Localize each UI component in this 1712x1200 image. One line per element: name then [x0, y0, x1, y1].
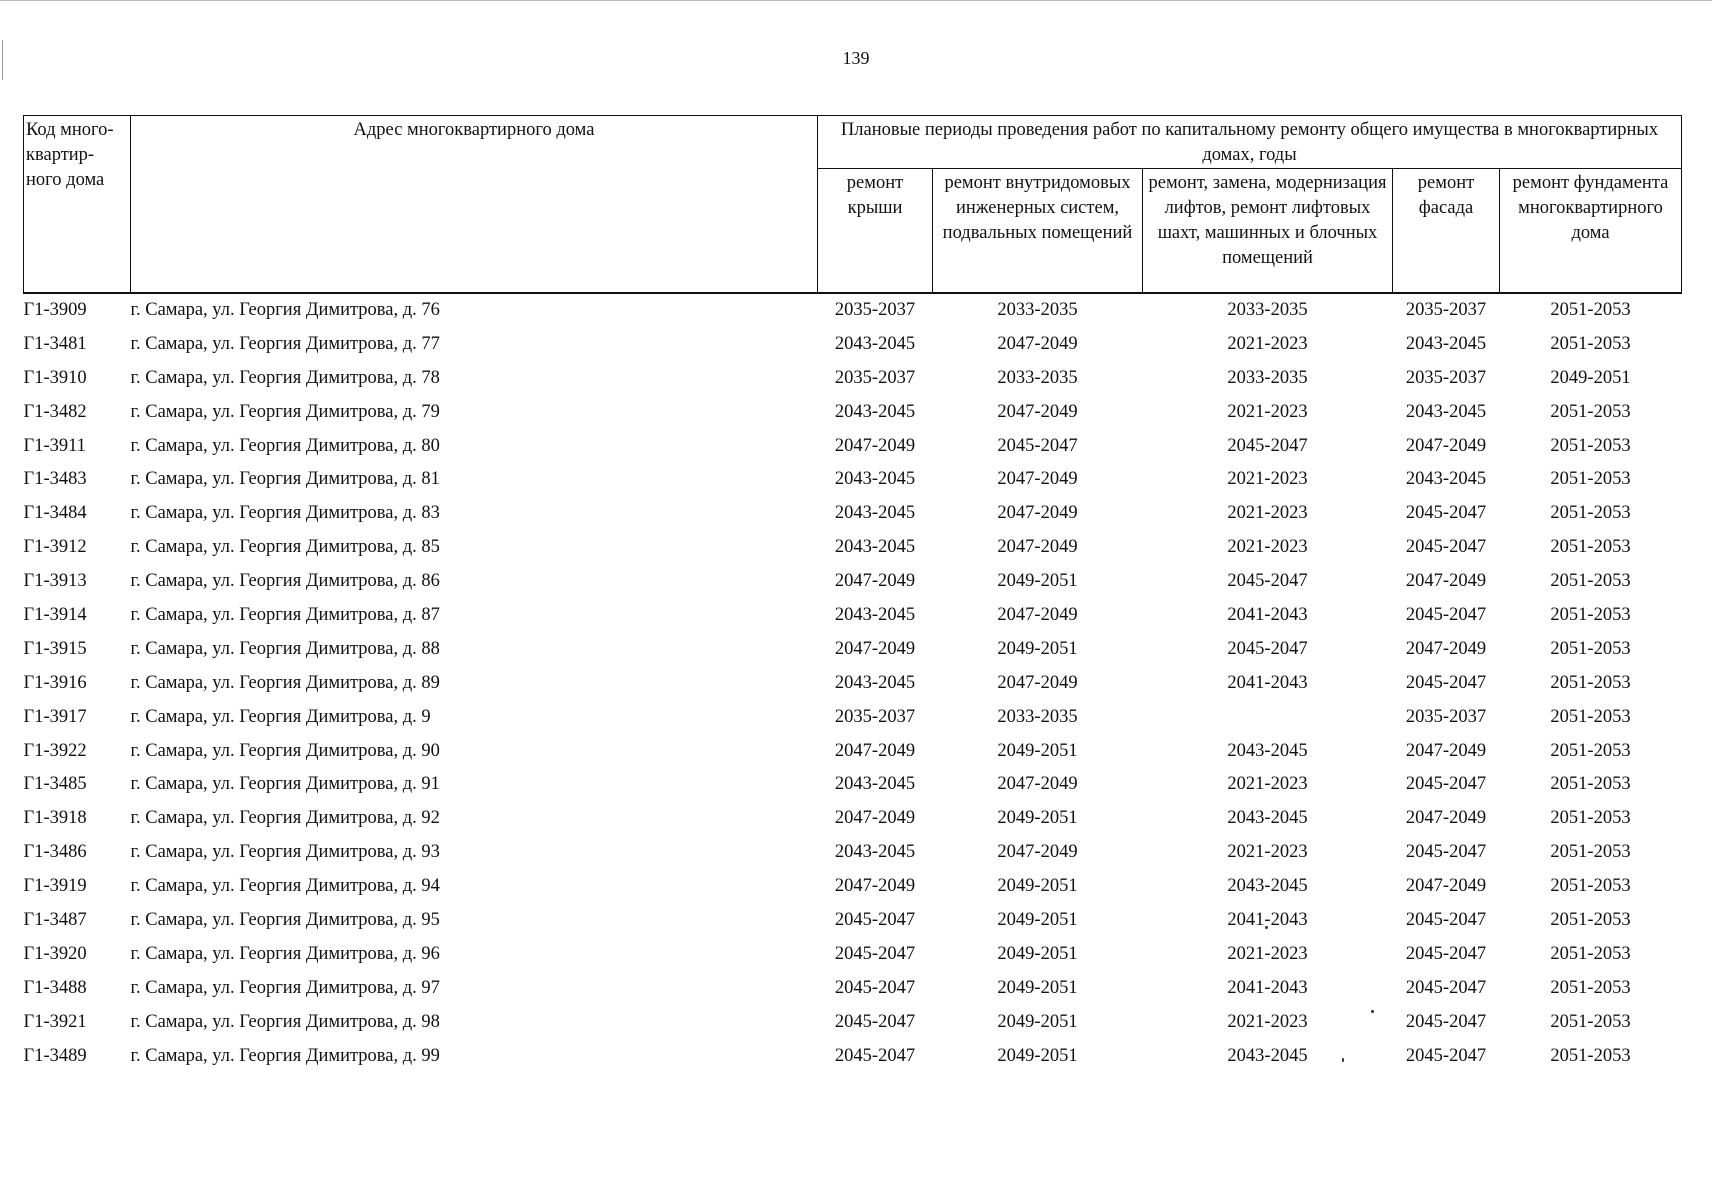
facade-period-cell: 2045-2047: [1405, 1045, 1487, 1066]
table-row: [24, 768, 1682, 802]
systems-period-cell: 2049-2051: [997, 740, 1078, 761]
systems-period-cell: 2049-2051: [997, 1045, 1078, 1066]
lifts-period-cell: 2021-2023: [1227, 774, 1308, 795]
address-cell: г. Самара, ул. Георгия Димитрова, д. 93: [130, 842, 440, 863]
facade-period-cell: 2047-2049: [1405, 740, 1487, 761]
table-row: [24, 1039, 1682, 1073]
address-cell: г. Самара, ул. Георгия Димитрова, д. 96: [130, 943, 440, 964]
roof-period-cell: 2045-2047: [834, 1045, 916, 1066]
house-code-cell: Г1-3922: [23, 740, 87, 761]
table-header: [24, 116, 1682, 293]
facade-period-cell: 2045-2047: [1405, 977, 1487, 998]
roof-period-cell: 2047-2049: [834, 571, 916, 592]
roof-period-cell: 2043-2045: [834, 333, 916, 354]
table-row: [24, 937, 1682, 971]
foundation-period-cell: 2051-2053: [1550, 909, 1631, 930]
roof-period-cell: 2043-2045: [834, 401, 916, 422]
header-lifts: ремонт, замена, модернизация лифтов, ремонт лифтовых шахт, машинных и блочных помещений: [1143, 169, 1393, 293]
systems-period-cell: 2033-2035: [997, 299, 1078, 320]
foundation-period-cell: 2051-2053: [1550, 571, 1631, 592]
house-code-cell: Г1-3915: [23, 638, 87, 659]
lifts-period-cell: 2041-2043: [1227, 672, 1308, 693]
table-row: [24, 497, 1682, 531]
roof-period-cell: 2047-2049: [834, 876, 916, 897]
facade-period-cell: 2047-2049: [1405, 435, 1487, 456]
foundation-period-cell: 2051-2053: [1550, 638, 1631, 659]
lifts-period-cell: 2021-2023: [1227, 537, 1308, 558]
capital-repair-schedule-table: [23, 115, 1682, 1073]
roof-period-cell: 2047-2049: [834, 435, 916, 456]
lifts-period-cell: 2021-2023: [1227, 1011, 1308, 1032]
roof-period-cell: 2043-2045: [834, 842, 916, 863]
header-foundation: ремонт фундамента многоквартирного дома: [1500, 169, 1682, 293]
systems-period-cell: 2047-2049: [997, 333, 1078, 354]
systems-period-cell: 2047-2049: [997, 774, 1078, 795]
house-code-cell: Г1-3482: [23, 401, 87, 422]
house-code-cell: Г1-3485: [23, 774, 87, 795]
roof-period-cell: 2043-2045: [834, 774, 916, 795]
table-row: [24, 632, 1682, 666]
house-code-cell: Г1-3920: [23, 943, 87, 964]
roof-period-cell: 2047-2049: [834, 638, 916, 659]
table-row: [24, 971, 1682, 1005]
house-code-cell: Г1-3914: [23, 604, 87, 625]
foundation-period-cell: 2051-2053: [1550, 672, 1631, 693]
table-row: [24, 666, 1682, 700]
roof-period-cell: 2043-2045: [834, 537, 916, 558]
facade-period-cell: 2045-2047: [1405, 1011, 1487, 1032]
facade-period-cell: 2045-2047: [1405, 842, 1487, 863]
table-row: [24, 1005, 1682, 1039]
header-periods-group: Плановые периоды проведения работ по капитальному ремонту общего имущества в многоквартирных домах, годы: [818, 116, 1682, 169]
systems-period-cell: 2033-2035: [997, 367, 1078, 388]
systems-period-cell: 2047-2049: [997, 503, 1078, 524]
facade-period-cell: 2047-2049: [1405, 876, 1487, 897]
foundation-period-cell: 2051-2053: [1550, 774, 1631, 795]
foundation-period-cell: 2051-2053: [1550, 435, 1631, 456]
header-code: Код много-квартир-ного дома: [24, 116, 131, 293]
house-code-cell: Г1-3917: [23, 706, 87, 727]
roof-period-cell: 2035-2037: [834, 299, 916, 320]
facade-period-cell: 2045-2047: [1405, 943, 1487, 964]
table-row: [24, 463, 1682, 497]
facade-period-cell: 2047-2049: [1405, 571, 1487, 592]
foundation-period-cell: 2051-2053: [1550, 876, 1631, 897]
systems-period-cell: 2049-2051: [997, 638, 1078, 659]
lifts-period-cell: 2041-2043: [1227, 604, 1308, 625]
roof-period-cell: 2043-2045: [834, 672, 916, 693]
facade-period-cell: 2045-2047: [1405, 503, 1487, 524]
table-row: [24, 836, 1682, 870]
systems-period-cell: 2047-2049: [997, 672, 1078, 693]
lifts-period-cell: 2043-2045: [1227, 1045, 1308, 1066]
lifts-period-cell: 2041-2043: [1227, 977, 1308, 998]
systems-period-cell: 2049-2051: [997, 876, 1078, 897]
house-code-cell: Г1-3910: [23, 367, 87, 388]
house-code-cell: Г1-3913: [23, 571, 87, 592]
house-code-cell: Г1-3911: [23, 435, 86, 456]
house-code-cell: Г1-3916: [23, 672, 87, 693]
header-systems: ремонт внутридомовых инженерных систем, подвальных помещений: [933, 169, 1143, 293]
house-code-cell: Г1-3921: [23, 1011, 87, 1032]
systems-period-cell: 2047-2049: [997, 401, 1078, 422]
systems-period-cell: 2049-2051: [997, 571, 1078, 592]
facade-period-cell: 2043-2045: [1405, 469, 1487, 490]
address-cell: г. Самара, ул. Георгия Димитрова, д. 94: [130, 876, 440, 897]
systems-period-cell: 2049-2051: [997, 909, 1078, 930]
foundation-period-cell: 2051-2053: [1550, 503, 1631, 524]
roof-period-cell: 2043-2045: [834, 503, 916, 524]
roof-period-cell: 2045-2047: [834, 1011, 916, 1032]
lifts-period-cell: 2021-2023: [1227, 503, 1308, 524]
house-code-cell: Г1-3918: [23, 808, 87, 829]
address-cell: г. Самара, ул. Георгия Димитрова, д. 85: [130, 537, 440, 558]
systems-period-cell: 2049-2051: [997, 808, 1078, 829]
systems-period-cell: 2045-2047: [997, 435, 1078, 456]
house-code-cell: Г1-3912: [23, 537, 87, 558]
lifts-period-cell: [1143, 700, 1393, 734]
table-row: [24, 802, 1682, 836]
table-row: [24, 531, 1682, 565]
table-row: [24, 904, 1682, 938]
table-body: [24, 293, 1682, 1073]
address-cell: г. Самара, ул. Георгия Димитрова, д. 91: [130, 774, 440, 795]
address-cell: г. Самара, ул. Георгия Димитрова, д. 81: [130, 469, 440, 490]
lifts-period-cell: 2033-2035: [1227, 299, 1308, 320]
facade-period-cell: 2045-2047: [1405, 672, 1487, 693]
page-number: 139: [842, 48, 870, 68]
lifts-period-cell: 2043-2045: [1227, 876, 1308, 897]
scan-border-top: [0, 0, 1712, 1]
facade-period-cell: 2035-2037: [1405, 299, 1487, 320]
address-cell: г. Самара, ул. Георгия Димитрова, д. 76: [130, 299, 440, 320]
header-address: Адрес многоквартирного дома: [131, 116, 818, 293]
foundation-period-cell: 2051-2053: [1550, 808, 1631, 829]
table-row: [24, 429, 1682, 463]
systems-period-cell: 2047-2049: [997, 469, 1078, 490]
lifts-period-cell: 2041-2043: [1227, 909, 1308, 930]
systems-period-cell: 2049-2051: [997, 943, 1078, 964]
lifts-period-cell: 2021-2023: [1227, 842, 1308, 863]
lifts-period-cell: 2021-2023: [1227, 943, 1308, 964]
lifts-period-cell: 2021-2023: [1227, 333, 1308, 354]
lifts-period-cell: 2021-2023: [1227, 469, 1308, 490]
address-cell: г. Самара, ул. Георгия Димитрова, д. 90: [130, 740, 440, 761]
lifts-period-cell: 2045-2047: [1227, 435, 1308, 456]
facade-period-cell: 2035-2037: [1405, 367, 1487, 388]
lifts-period-cell: 2043-2045: [1227, 808, 1308, 829]
systems-period-cell: 2047-2049: [997, 842, 1078, 863]
address-cell: г. Самара, ул. Георгия Димитрова, д. 97: [130, 977, 440, 998]
house-code-cell: Г1-3488: [23, 977, 87, 998]
lifts-period-cell: 2043-2045: [1227, 740, 1308, 761]
table-row: [24, 599, 1682, 633]
house-code-cell: Г1-3909: [23, 299, 87, 320]
address-cell: г. Самара, ул. Георгия Димитрова, д. 89: [130, 672, 440, 693]
roof-period-cell: 2045-2047: [834, 909, 916, 930]
house-code-cell: Г1-3484: [23, 503, 87, 524]
systems-period-cell: 2047-2049: [997, 604, 1078, 625]
foundation-period-cell: 2051-2053: [1550, 1045, 1631, 1066]
header-facade: ремонт фасада: [1393, 169, 1500, 293]
roof-period-cell: 2035-2037: [834, 367, 916, 388]
address-cell: г. Самара, ул. Георгия Димитрова, д. 92: [130, 808, 440, 829]
roof-period-cell: 2045-2047: [834, 943, 916, 964]
address-cell: г. Самара, ул. Георгия Димитрова, д. 77: [130, 333, 440, 354]
systems-period-cell: 2049-2051: [997, 1011, 1078, 1032]
lifts-period-cell: 2045-2047: [1227, 571, 1308, 592]
roof-period-cell: 2035-2037: [834, 706, 916, 727]
roof-period-cell: 2043-2045: [834, 469, 916, 490]
facade-period-cell: 2045-2047: [1405, 909, 1487, 930]
roof-period-cell: 2043-2045: [834, 604, 916, 625]
house-code-cell: Г1-3481: [23, 333, 87, 354]
address-cell: г. Самара, ул. Георгия Димитрова, д. 9: [130, 706, 431, 727]
foundation-period-cell: 2051-2053: [1550, 943, 1631, 964]
roof-period-cell: 2045-2047: [834, 977, 916, 998]
foundation-period-cell: 2051-2053: [1550, 706, 1631, 727]
address-cell: г. Самара, ул. Георгия Димитрова, д. 80: [130, 435, 440, 456]
foundation-period-cell: 2051-2053: [1550, 604, 1631, 625]
house-code-cell: Г1-3489: [23, 1045, 87, 1066]
table-row: [24, 734, 1682, 768]
table-row: [24, 870, 1682, 904]
facade-period-cell: 2043-2045: [1405, 333, 1487, 354]
address-cell: г. Самара, ул. Георгия Димитрова, д. 79: [130, 401, 440, 422]
facade-period-cell: 2045-2047: [1405, 774, 1487, 795]
address-cell: г. Самара, ул. Георгия Димитрова, д. 88: [130, 638, 440, 659]
table-row: [24, 700, 1682, 734]
address-cell: г. Самара, ул. Георгия Димитрова, д. 87: [130, 604, 440, 625]
foundation-period-cell: 2051-2053: [1550, 977, 1631, 998]
address-cell: г. Самара, ул. Георгия Димитрова, д. 99: [130, 1045, 440, 1066]
foundation-period-cell: 2051-2053: [1550, 299, 1631, 320]
systems-period-cell: 2047-2049: [997, 537, 1078, 558]
foundation-period-cell: 2051-2053: [1550, 333, 1631, 354]
address-cell: г. Самара, ул. Георгия Димитрова, д. 83: [130, 503, 440, 524]
lifts-period-cell: 2021-2023: [1227, 401, 1308, 422]
facade-period-cell: 2045-2047: [1405, 537, 1487, 558]
roof-period-cell: 2047-2049: [834, 808, 916, 829]
house-code-cell: Г1-3487: [23, 909, 87, 930]
house-code-cell: Г1-3483: [23, 469, 87, 490]
address-cell: г. Самара, ул. Георгия Димитрова, д. 95: [130, 909, 440, 930]
lifts-period-cell: 2045-2047: [1227, 638, 1308, 659]
foundation-period-cell: 2051-2053: [1550, 469, 1631, 490]
systems-period-cell: 2049-2051: [997, 977, 1078, 998]
facade-period-cell: 2035-2037: [1405, 706, 1487, 727]
foundation-period-cell: 2051-2053: [1550, 842, 1631, 863]
address-cell: г. Самара, ул. Георгия Димитрова, д. 78: [130, 367, 440, 388]
facade-period-cell: 2045-2047: [1405, 604, 1487, 625]
facade-period-cell: 2043-2045: [1405, 401, 1487, 422]
table-row: [24, 293, 1682, 328]
address-cell: г. Самара, ул. Георгия Димитрова, д. 86: [130, 571, 440, 592]
facade-period-cell: 2047-2049: [1405, 638, 1487, 659]
roof-period-cell: 2047-2049: [834, 740, 916, 761]
house-code-cell: Г1-3919: [23, 876, 87, 897]
foundation-period-cell: 2051-2053: [1550, 1011, 1631, 1032]
house-code-cell: Г1-3486: [23, 842, 87, 863]
facade-period-cell: 2047-2049: [1405, 808, 1487, 829]
lifts-period-cell: 2033-2035: [1227, 367, 1308, 388]
foundation-period-cell: 2051-2053: [1550, 740, 1631, 761]
address-cell: г. Самара, ул. Георгия Димитрова, д. 98: [130, 1011, 440, 1032]
table-row: [24, 395, 1682, 429]
systems-period-cell: 2033-2035: [997, 706, 1078, 727]
table-row: [24, 361, 1682, 395]
foundation-period-cell: 2051-2053: [1550, 537, 1631, 558]
foundation-period-cell: 2049-2051: [1550, 367, 1631, 388]
header-roof: ремонт крыши: [818, 169, 933, 293]
table-row: [24, 565, 1682, 599]
foundation-period-cell: 2051-2053: [1550, 401, 1631, 422]
table-row: [24, 327, 1682, 361]
